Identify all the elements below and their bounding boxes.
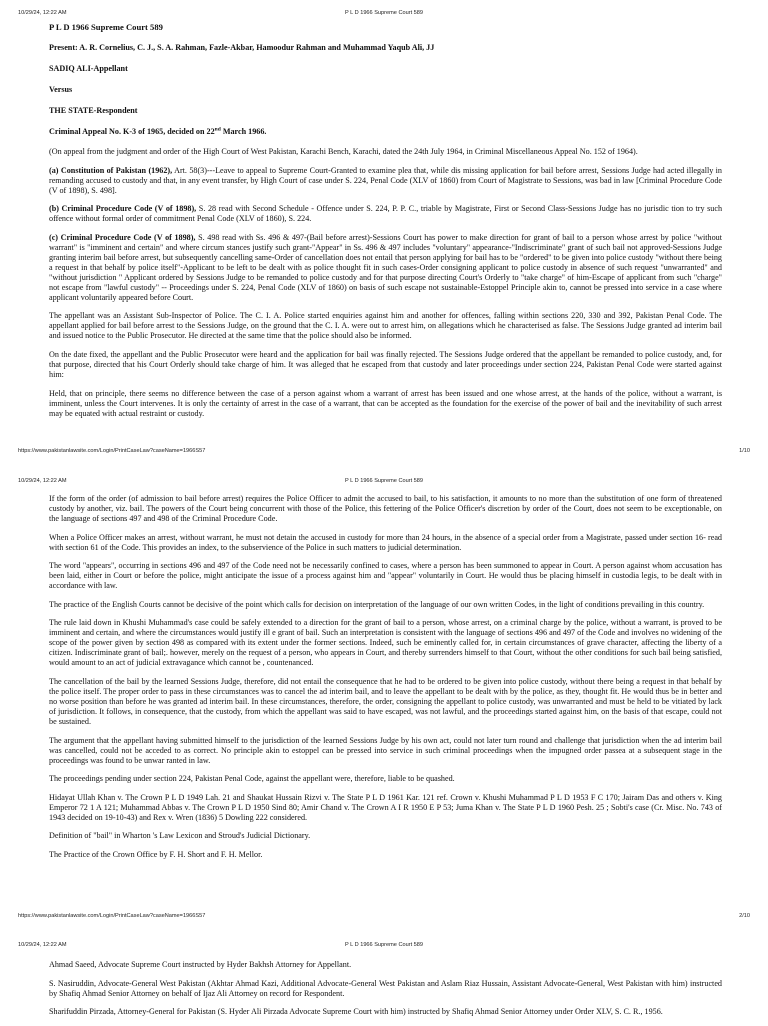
footer-url: https://www.pakistanlawsite.com/Login/PrintCaseLaw?caseName=1966S57 — [18, 448, 206, 454]
bench-present: Present: A. R. Cornelius, C. J., S. A. Rahman, Fazle-Akbar, Hamoodur Rahman and Muhammad Yaqub Ali, JJ — [49, 43, 435, 52]
header-title: P L D 1966 Supreme Court 589 — [344, 942, 424, 948]
page-header — [0, 476, 768, 490]
paragraph: The practice of the English Courts cannot be decisive of the point which calls for decision on interpretation of the language of our own written Codes, in the light of conditions prevailing in this country. — [49, 599, 705, 609]
headnote-a: (a) Constitution of Pakistan (1962), Art. 58(3)---Leave to appeal to Supreme Court-Granted to examine plea that, while dis missing application for bail before arrest, Sessions Judge had acted illegally in remanding accused to custody and that, in any event transfer, by High Court of case under S. 224, Penal Code (XLV of 1860) from Court of Magistrate to Sessions, was bad in law [Criminal Procedure Code (V of 1898), S. 498]. — [49, 165, 722, 195]
appeal-origin: (On appeal from the judgment and order of the High Court of West Pakistan, Karachi Bench, Karachi, dated the 24th July 1964, in Criminal Miscellaneous Appeal No. 152 of 1964). — [49, 147, 638, 156]
appeal-number: Criminal Appeal No. K-3 of 1965, decided on 22nd March 1966. — [49, 126, 267, 136]
header-title: P L D 1966 Supreme Court 589 — [344, 10, 424, 16]
footer-url: https://www.pakistanlawsite.com/Login/PrintCaseLaw?caseName=1966S57 — [18, 913, 206, 919]
paragraph: S. Nasiruddin, Advocate-General West Pakistan (Akhtar Ahmad Kazi, Additional Advocate-General West Pakistan and Aslam Riaz Hussain, Assistant Advocate-General, West Pakistan with him) instructed by Shafiq Ahmad Senior Attorney on behalf of Ijaz Ali Attorney on record for Respondent. — [49, 978, 722, 998]
paragraph: The argument that the appellant having submitted himself to the jurisdiction of the learned Sessions Judge by his own act, could not later turn round and challenge that jurisdiction when the ad interim bail was cancelled, could not be acceded to as correct. No principle akin to estoppel can be pressed into service in such criminal proceedings when the impugned order passea at a subsequent stage in the proceedings was found to be unwar ranted in law. — [49, 735, 722, 765]
case-citation: P L D 1966 Supreme Court 589 — [49, 22, 163, 32]
paragraph: Hidayat Ullah Khan v. The Crown P L D 1949 Lah. 21 and Shaukat Hussain Rizvi v. The State P L D 1961 Kar. 121 ref. Crown v. Khushi Muhammad P L D 1953 F C 170; Jairam Das and others v. King Emperor 72 1 A 121; Muhammad Abbas v. The Crown P L D 1950 Sind 80; Amir Chand v. The Crown A I R 1950 E P 53; Juma Khan v. The State P L D 1960 Pesh. 25 ; Sobti's case (Cr. Misc. No. 743 of 1943 decided on 19-10-43) and Rex v. Wren (1836) 5 Dowling 222 considered. — [49, 792, 722, 822]
paragraph: On the date fixed, the appellant and the Public Prosecutor were heard and the application for bail was finally rejected. The Sessions Judge ordered that the appellant be remanded to police custody, and, for that purpose, directed that his Court Orderly should take charge of him. It was alleged that he escaped from that custody and later proceedings under section 224, Pakistan Penal Code were started against him: — [49, 349, 722, 379]
page-header — [0, 8, 768, 22]
versus-label: Versus — [49, 85, 73, 94]
paragraph: Definition of "bail" in Wharton 's Law Lexicon and Stroud's Judicial Dictionary. — [49, 831, 311, 841]
paragraph: The Practice of the Crown Office by F. H. Short and F. H. Mellor. — [49, 849, 263, 859]
paragraph: The appellant was an Assistant Sub-Inspector of Police. The C. I. A. Police started enquiries against him and another for offences, falling within sections 220, 330 and 392, Pakistan Penal Code. The appellant applied for bail before arrest to the Sessions Judge, on the ground that the C. I. A. were out to arrest him, on allegations which he characterised as false. The Sessions Judge granted ad interim bail and issued notice to the Public Prosecutor. He directed at the same time that the police should also be informed. — [49, 311, 722, 341]
paragraph: The cancellation of the bail by the learned Sessions Judge, therefore, did not entail the consequence that he had to be ordered to be given into police custody, without there being a request in that behalf by the police itself. The proper order to pass in these circumstances was to cancel the ad interim bail, and to leave the appellant to be dealt with by the police, as they, thought fit. He would thus be in better and no worse position than before he was granted ad interim bail. In these circumstances, therefore, the order, consigning the appellant to police custody, was unwarranted and must be held to be vitiated by lack of jurisdiction. It follows, in consequence, that the custody, from which the appellant was said to have escaped, was not lawful, and the proceedings started against him, on the basis of that escape, could not be sustained. — [49, 676, 722, 726]
page-footer — [0, 911, 768, 923]
page-number: 1/10 — [739, 448, 750, 454]
paragraph: Ahmad Saeed, Advocate Supreme Court instructed by Hyder Bakhsh Attorney for Appellant. — [49, 960, 352, 969]
page-2-body — [49, 494, 722, 869]
paragraph: Held, that on principle, there seems no difference between the case of a person against whom a warrant of arrest has been issued and one whose arrest, at the hands of the police, without a warrant, is imminent, unless the Court intervenes. It is only the certainty of arrest in the case of a warrant, that can be accepted as the foundation for the exercise of the power of bail and the inevitability of such arrest may be equated with actual restraint or custody. — [49, 388, 722, 418]
header-timestamp: 10/29/24, 12:22 AM — [18, 942, 67, 948]
header-title: P L D 1966 Supreme Court 589 — [344, 478, 424, 484]
paragraph: Sharifuddin Pirzada, Attorney-General for Pakistan (S. Hyder Ali Pirzada Advocate Supreme Court with him) instructed by Shafiq Ahmad Senior Attorney under Order XLV, S. C. R., 1956. — [49, 1007, 663, 1017]
headnote-b: (b) Criminal Procedure Code (V of 1898), S. 28 read with Second Schedule - Offence under S. 224, P. P. C., triable by Magistrate, First or Second Class-Sessions Judge has no jurisdic tion to try such offence without formal order of commitment Penal Code (XLV of 1860), S. 224. — [49, 204, 723, 224]
paragraph: If the form of the order (of admission to bail before arrest) requires the Police Officer to admit the accused to bail, to his satisfaction, it amounts to no more than the substitution of one form of threatened custody by another, viz. bail. The powers of the Court being concurrent with those of the Police, this fettering of the Police Officer's discretion by order of the Court, does not seem to be exceptionable, on the language of sections 497 and 498 of the Criminal Procedure Code. — [49, 494, 722, 523]
appellant-name: SADIQ ALI-Appellant — [49, 64, 128, 73]
headnote-c: (c) Criminal Procedure Code (V of 1898), S. 498 read with Ss. 496 & 497-(Bail before arrest)-Sessions Court has power to make direction for grant of bail to a person whose arrest by police "without warrant" is "imminent and certain" and where circum stances justify such grant-"Appear" in Ss. 496 & 497 includes "voluntary" appearance-"Indiscriminate" grant of such bail not approved-Sessions Judge granting interim bail before arrest, but subsequently cancelling same-Order of cancellation does not entail that person applying for bail has to be "ordered" to be given into police custody "without there being a request in that behalf by police itself"-Applicant to be left to be dealt with as police thought fit in such cases-Order consigning applicant to police custody in absence of such request "unwarranted" and "without jurisdiction " Applicant ordered by Sessions Judge to be remanded to police custody and for that purpose directing Court's Orderly to "take charge" of him-Escape of applicant from such "charge" not escape from "lawful custody" -- Proceedings under S. 224, Penal Code (XLV of 1860) on basis of such escape not sustainable-Estoppel Principle akin to, cannot be pressed into service in a case where applicant voluntarily appeared before Court. — [49, 232, 722, 302]
header-timestamp: 10/29/24, 12:22 AM — [18, 10, 67, 16]
page-number: 2/10 — [739, 913, 750, 919]
page-footer — [0, 446, 768, 458]
paragraph: When a Police Officer makes an arrest, without warrant, he must not detain the accused in custody for more than 24 hours, in the absence of a special order from a Magistrate, passed under section 16- read with section 61 of the Code. This provides an index, to the subservience of the Police in such matters to judicial determination. — [49, 532, 722, 552]
paragraph: The word "appears", occurring in sections 496 and 497 of the Code need not be necessarily confined to cases, where a person has been summoned to appear in Court. A person against whom accusation has been laid, either in Court or before the police, might anticipate the issue of a process against him and "appear" voluntarily in Court. He would thus be placing himself in custodia legis, to be dealt with in accordance with law. — [49, 561, 722, 591]
paragraph: The rule laid down in Khushi Muhammad's case could be safely extended to a direction for the grant of bail to a person, whose arrest, on a criminal charge by the police, without a warrant, is proved to be imminent and certain, and where the circumstances would justify ill e grant of bail. Such an interpretation is consistent with the language of sections 496 and 497 of the Code and involves no widening of the scope of the power given by section 498 as compared with its extent under the former sections. Indeed, such be eminently called for, in certain circumstances of grave character, affecting the liberty of a citizen. Indiscriminate grant of bail;. however, merely on the request of a person, who appears in Court, and thereby surrenders himself to that Court, without the other conditions for such bail being satisfied, would amount to an act of judicial extravagance which cannot be , countenanced. — [49, 618, 722, 668]
header-timestamp: 10/29/24, 12:22 AM — [18, 478, 67, 484]
page-header — [0, 940, 768, 954]
page-3-body — [49, 960, 722, 1026]
respondent-name: THE STATE-Respondent — [49, 106, 138, 115]
paragraph: The proceedings pending under section 224, Pakistan Penal Code, against the appellant were, therefore, liable to be quashed. — [49, 774, 455, 784]
page-1-body — [49, 22, 722, 427]
